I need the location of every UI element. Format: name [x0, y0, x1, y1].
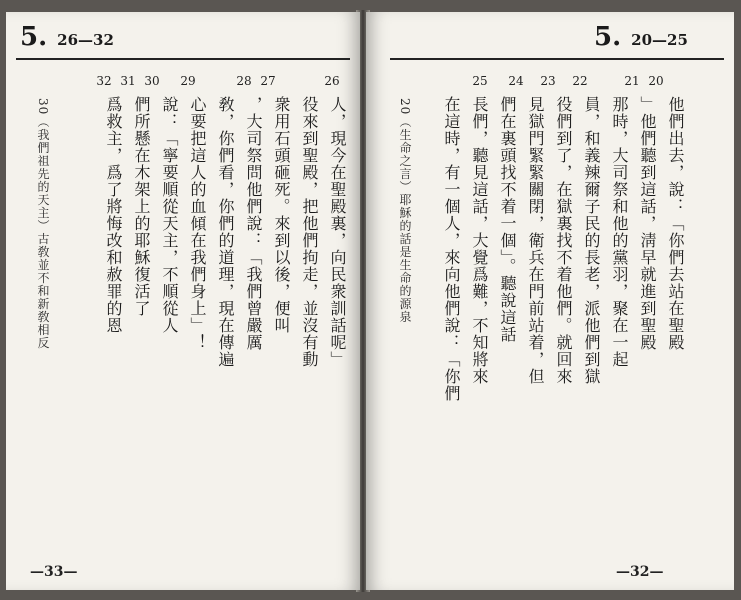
text-column: 長們，聽見這話，大覺爲難，不知將來	[470, 96, 489, 385]
left-section-number: 5.	[20, 22, 48, 52]
right-page-header	[594, 22, 688, 56]
verse-number: 27	[260, 74, 276, 88]
left-page-number: —33—	[30, 564, 78, 580]
right-footnote: 20（生命之言）耶穌的話是生命的源泉	[398, 98, 412, 324]
text-column: 那時，大司祭和他的黨羽，聚在一起	[610, 96, 629, 368]
text-column: 衆用石頭砸死。來到以後，便叫	[272, 96, 291, 334]
verse-number: 32	[96, 74, 112, 88]
text-column: 人，現今在聖殿裏，向民衆訓話呢」	[328, 96, 347, 368]
right-header-rule	[390, 58, 724, 60]
text-column: 他們出去，說：「你們去站在聖殿	[666, 96, 685, 351]
text-column: ，大司祭問他們說：「我們曾嚴厲	[244, 96, 263, 351]
verse-number: 26	[324, 74, 340, 88]
left-text-columns	[100, 96, 348, 536]
left-verse-range: 26—32	[57, 31, 114, 49]
text-column: 們所懸在木架上的耶穌復活了	[132, 96, 151, 317]
text-column: 敎，你們看，你們的道理，現在傳遍	[216, 96, 235, 368]
verse-number: 24	[508, 74, 524, 88]
text-column: 役來到聖殿，把他們拘走，並沒有動	[300, 96, 319, 368]
left-header-rule	[16, 58, 350, 60]
verse-number: 31	[120, 74, 136, 88]
text-column: 在這時，有一個人，來向他們說：「你們	[442, 96, 461, 402]
verse-number: 21	[624, 74, 640, 88]
right-page	[366, 12, 734, 590]
left-page	[6, 12, 360, 590]
left-page-header	[20, 22, 114, 56]
text-column: 說：「寧要順從天主，不順從人	[160, 96, 179, 334]
verse-number: 30	[144, 74, 160, 88]
verse-number: 23	[540, 74, 556, 88]
text-column: 見獄門緊緊關閉，衛兵在門前站着，但	[526, 96, 545, 385]
verse-number: 22	[572, 74, 588, 88]
right-verse-number-row	[366, 74, 734, 92]
text-column: 員，和義辣爾子民的長老，派他們到獄	[582, 96, 601, 385]
left-footnote: 30（我們祖先的天主）古敎並不和新敎相反	[36, 98, 50, 350]
text-column: 心要把這人的血傾在我們身上」！	[188, 96, 207, 351]
verse-number: 20	[648, 74, 664, 88]
verse-number: 29	[180, 74, 196, 88]
right-verse-range: 20—25	[631, 31, 688, 49]
left-verse-number-row	[6, 74, 360, 92]
right-section-number: 5.	[594, 22, 622, 52]
right-page-number: —32—	[616, 564, 664, 580]
text-column: 爲救主，爲了將悔改和赦罪的恩	[104, 96, 123, 334]
verse-number: 28	[236, 74, 252, 88]
text-column: 役們到了，在獄裏找不着他們。就回來	[554, 96, 573, 385]
text-column: 們在裏頭找不着一個」。聽說這話	[498, 96, 517, 343]
verse-number: 25	[472, 74, 488, 88]
text-column: 」他們聽到這話，淸早就進到聖殿	[638, 96, 657, 351]
right-text-columns	[438, 96, 686, 536]
